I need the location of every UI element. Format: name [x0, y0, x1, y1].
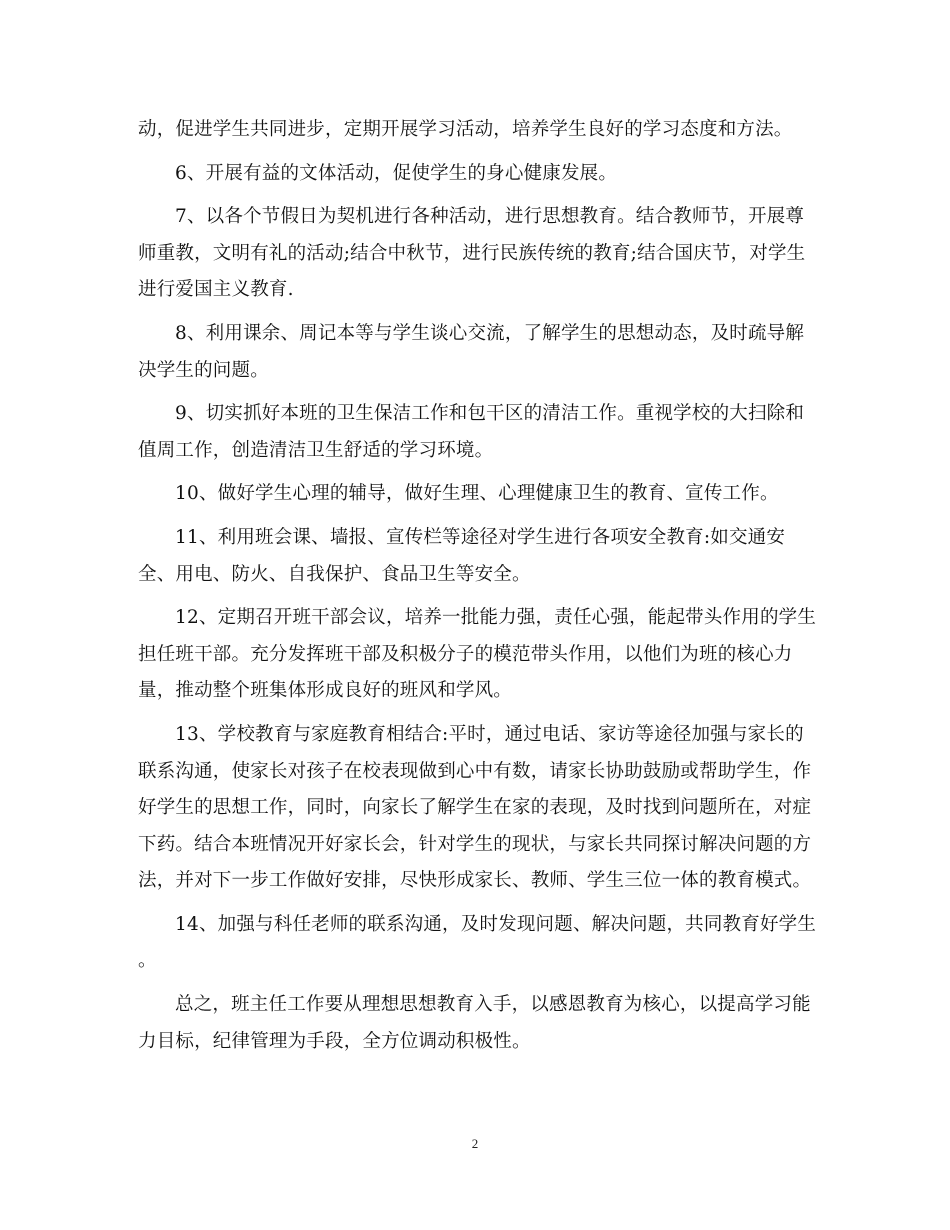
- paragraph-item-7: 7、以各个节假日为契机进行各种活动，进行思想教育。结合教师节，开展尊 师重教，文明有礼的活动;结合中秋节，进行民族传统的教育;结合国庆节，对学生 进行爱国主义教育.: [138, 206, 806, 301]
- paragraph-item-8: 8、利用课余、周记本等与学生谈心交流，了解学生的思想动态，及时疏导解 决学生的问题。: [138, 322, 805, 381]
- paragraph-item-10: 10、做好学生心理的辅导，做好生理、心理健康卫生的教育、宣传工作。: [175, 483, 779, 505]
- document-body: [138, 112, 818, 1067]
- paragraph-conclusion: 总之，班主任工作要从理想思想教育入手，以感恩教育为核心，以提高学习能 力目标，纪律管理为手段，全方位调动积极性。: [138, 994, 811, 1052]
- paragraph-item-9: 9、切实抓好本班的卫生保洁工作和包干区的清洁工作。重视学校的大扫除和 值周工作，创造清洁卫生舒适的学习环境。: [138, 403, 805, 461]
- paragraph-item-14: 14、加强与科任老师的联系沟通，及时发现问题、解决问题，共同教育好学生 。: [138, 913, 817, 972]
- paragraph-continuation: 动，促进学生共同进步，定期开展学习活动，培养学生良好的学习态度和方法。: [138, 119, 793, 140]
- page-number: 2: [471, 1136, 479, 1151]
- paragraph-item-12: 12、定期召开班干部会议，培养一批能力强，责任心强，能起带头作用的学生 担任班干部。充分发挥班干部及积极分子的模范带头作用，以他们为班的核心力 量，推动整个班集体形成良好的班风和学风。: [138, 607, 817, 702]
- paragraph-item-11: 11、利用班会课、墙报、宣传栏等途径对学生进行各项安全教育:如交通安 全、用电、防火、自我保护、食品卫生等安全。: [138, 526, 786, 585]
- paragraph-item-13: 13、学校教育与家庭教育相结合:平时，通过电话、家访等途径加强与家长的 联系沟通，使家长对孩子在校表现做到心中有数，请家长协助鼓励或帮助学生，作 好学生的思想工作，同时，向家长了解学生在家的表现，及时找到问题所在，对症 下药。结合本班情况开好家长会，针对学生的现状，与家长共同探讨解决问题的方 法，并对下一步工作做好安排，尽快形成家长、教师、学生三位一体的教育模式。: [138, 723, 812, 892]
- paragraph-item-6: 6、开展有益的文体活动，促使学生的身心健康发展。: [175, 162, 618, 184]
